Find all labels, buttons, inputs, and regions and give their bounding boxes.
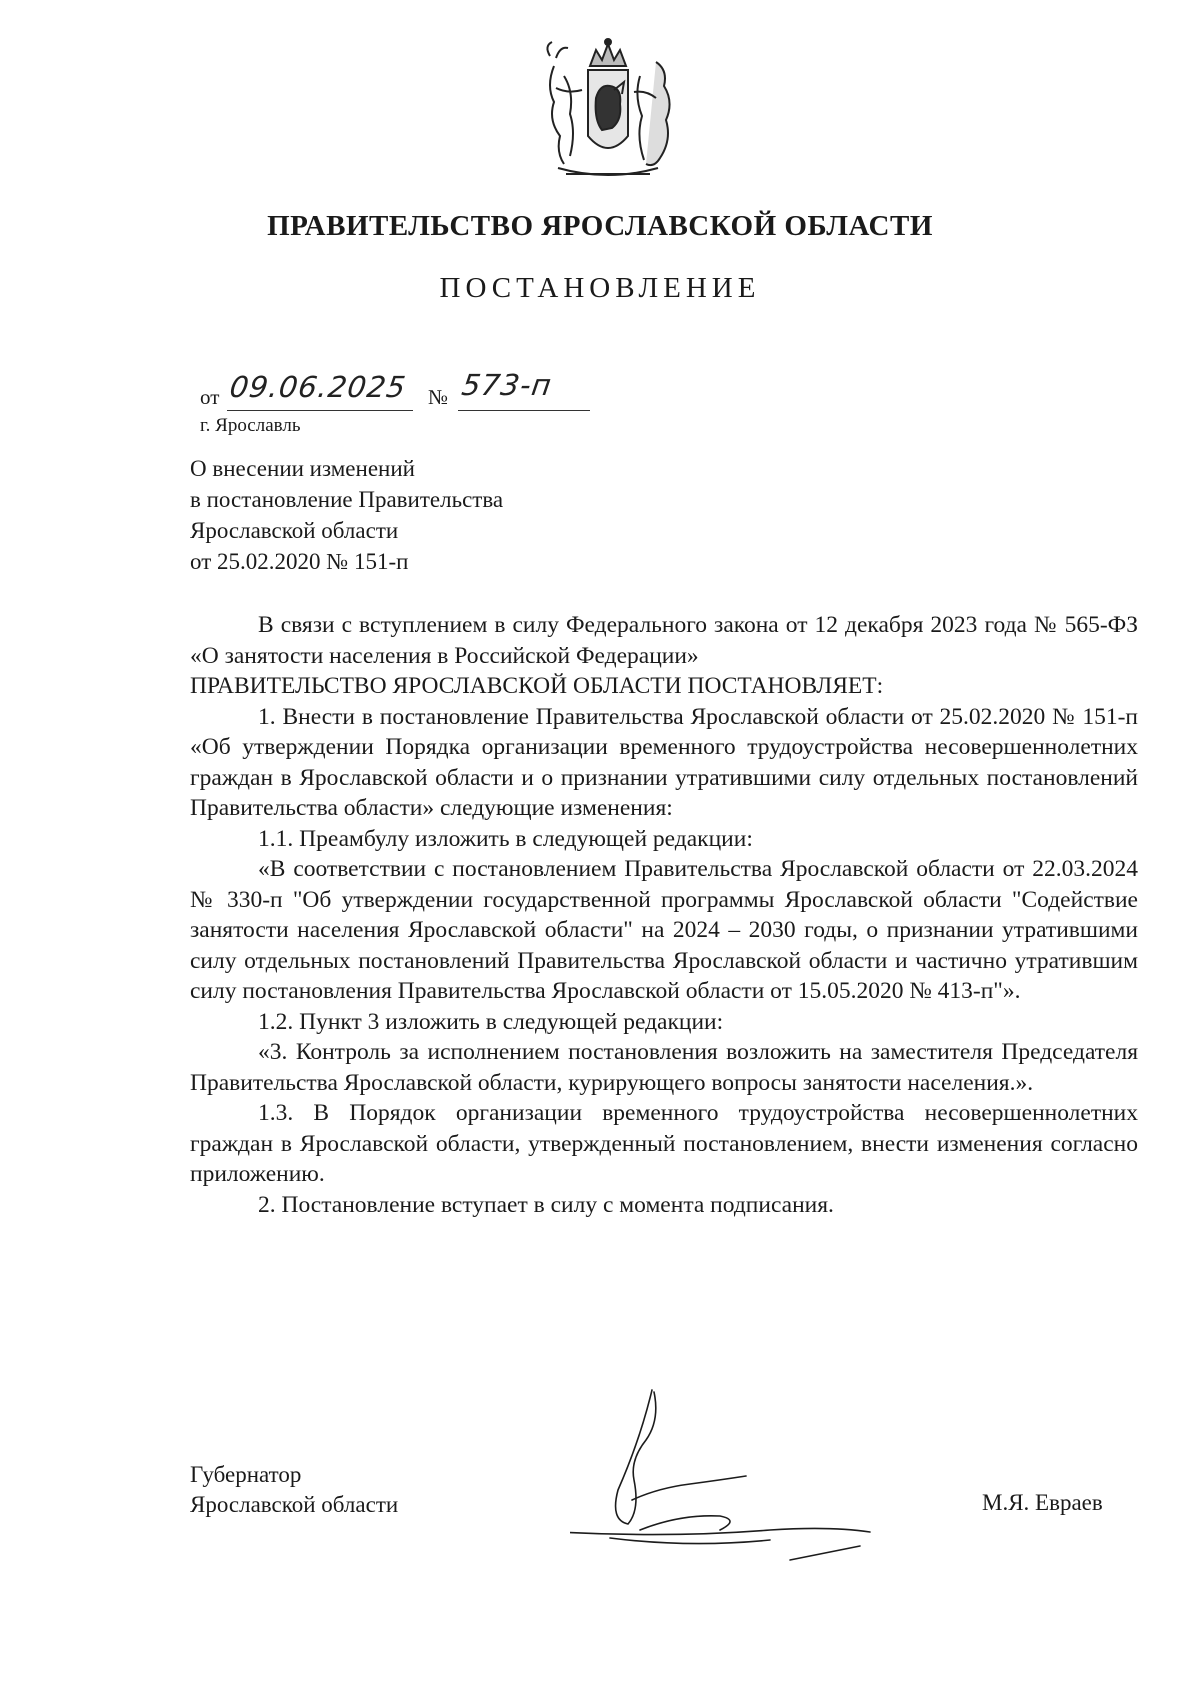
signatory-role-line: Губернатор	[190, 1462, 302, 1487]
date-number-line	[200, 370, 620, 416]
subject-line: в постановление Правительства	[190, 487, 504, 512]
signatory-role	[190, 1460, 398, 1520]
paragraph-1-1: 1.1. Преамбулу изложить в следующей редакции:	[258, 825, 753, 852]
signature-block	[0, 1460, 1200, 1650]
subject-block	[190, 453, 503, 577]
city: г. Ярославль	[200, 415, 301, 436]
subject-line: О внесении изменений	[190, 456, 415, 481]
signatory-role-line: Ярославской области	[190, 1492, 399, 1517]
number-underline	[458, 410, 590, 411]
government-title: ПРАВИТЕЛЬСТВО ЯРОСЛАВСКОЙ ОБЛАСТИ	[267, 210, 933, 242]
paragraph-1-2-text: «3. Контроль за исполнением постановления возложить на заместителя Председателя Правительства Ярославской области, курирующего вопросы занятости населения.».	[190, 1039, 1138, 1096]
handwritten-signature	[570, 1380, 950, 1580]
subject-line: от 25.02.2020 № 151-п	[190, 549, 409, 574]
subject-line: Ярославской области	[190, 518, 399, 543]
date-prefix: от	[200, 385, 220, 409]
signatory-name: М.Я. Евраев	[982, 1490, 1103, 1515]
yaroslavl-coat-of-arms-icon	[530, 36, 686, 186]
paragraph-1-2: 1.2. Пункт 3 изложить в следующей редакции:	[258, 1008, 724, 1035]
document-type: ПОСТАНОВЛЕНИЕ	[439, 272, 761, 304]
paragraph-1-3: 1.3. В Порядок организации временного трудоустройства несовершеннолетних граждан в Ярославской области, утвержденный постановлением, внести изменения согласно приложению.	[190, 1100, 1138, 1187]
preamble-paragraph: В связи с вступлением в силу Федерального закона от 12 декабря 2023 года № 565-ФЗ «О занятости населения в Российской Федерации»	[190, 612, 1138, 669]
date-underline	[227, 410, 413, 411]
handwritten-date: 09.06.2025	[227, 370, 409, 404]
paragraph-1-1-text: «В соответствии с постановлением Правительства Ярославской области от 22.03.2024 № 330-п "Об утверждении государственной программы Ярославской области "Содействие занятости населения Ярославской области" на 2024 – 2030 годы, о признании утратившими силу отдельных постановлений Правительства Ярославской области и частично утратившим силу постановления Правительства Ярославской области от 15.05.2020 № 413-п"».	[190, 856, 1138, 1004]
number-prefix: №	[428, 385, 449, 409]
resolves-line: ПРАВИТЕЛЬСТВО ЯРОСЛАВСКОЙ ОБЛАСТИ ПОСТАНОВЛЯЕТ:	[190, 673, 884, 699]
document-body	[190, 610, 1138, 1220]
handwritten-number: 573-п	[459, 368, 555, 402]
paragraph-2: 2. Постановление вступает в силу с момента подписания.	[258, 1191, 834, 1218]
paragraph-1: 1. Внести в постановление Правительства Ярославской области от 25.02.2020 № 151-п «Об утверждении Порядка организации временного трудоустройства несовершеннолетних граждан в Ярославской области и о признании утратившими силу отдельных постановлений Правительства области» следующие изменения:	[190, 703, 1138, 821]
